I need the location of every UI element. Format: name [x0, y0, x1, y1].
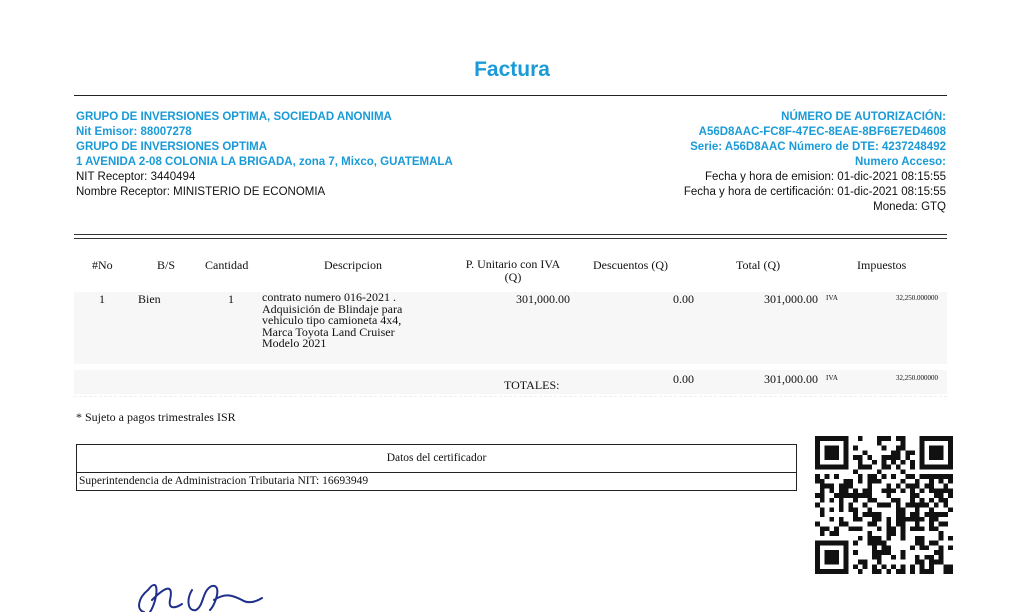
totals-impuesto-nombre: IVA	[826, 374, 839, 382]
col-header-descuentos: Descuentos (Q)	[593, 258, 668, 272]
moneda: Moneda: GTQ	[873, 201, 946, 213]
item-descripcion-line: Modelo 2021	[262, 336, 327, 350]
item-descripcion-line: vehiculo tipo camioneta 4x4,	[262, 313, 402, 327]
item-no: 1	[99, 292, 105, 306]
col-header-p-unitario	[455, 258, 571, 284]
col-header-p-unitario-line2: (Q)	[504, 270, 522, 284]
item-descripcion	[262, 292, 402, 350]
item-p-unitario: 301,000.00	[516, 292, 570, 306]
totals-impuesto-monto: 32,250.000000	[896, 374, 938, 382]
emisor-nit: Nit Emisor: 88007278	[76, 126, 192, 138]
emisor-company-name: GRUPO DE INVERSIONES OPTIMA, SOCIEDAD ANONIMA	[76, 111, 392, 123]
col-header-impuestos: Impuestos	[857, 258, 907, 272]
numero-acceso: Numero Acceso:	[855, 156, 946, 168]
table-header-row	[74, 258, 947, 292]
item-impuesto-nombre: IVA	[826, 294, 839, 302]
qr-code-icon	[815, 436, 953, 574]
autorizacion-code: A56D8AAC-FC8F-47EC-8EAE-8BF6E7ED4608	[698, 126, 946, 138]
item-total: 301,000.00	[764, 292, 818, 306]
item-descripcion-line: Adquisición de Blindaje para	[262, 301, 403, 316]
emisor-block	[76, 110, 453, 200]
invoice-title: Factura	[474, 58, 550, 81]
totals-descuentos: 0.00	[673, 372, 694, 386]
emisor-address: 1 AVENIDA 2-08 COLONIA LA BRIGADA, zona 7, Mixco, GUATEMALA	[76, 156, 453, 168]
item-descuentos: 0.00	[673, 292, 694, 306]
col-header-total: Total (Q)	[736, 258, 781, 272]
totals-label: TOTALES:	[504, 378, 560, 392]
isr-note: * Sujeto a pagos trimestrales ISR	[76, 410, 236, 424]
item-descripcion-line: contrato numero 016-2021 .	[262, 290, 396, 304]
col-header-p-unitario-line1: P. Unitario con IVA	[465, 257, 561, 271]
item-bs: Bien	[138, 292, 161, 306]
serie-dte: Serie: A56D8AAC Número de DTE: 4237248492	[690, 141, 946, 153]
totals-row	[74, 370, 947, 394]
col-header-bs: B/S	[157, 258, 176, 272]
autorizacion-label: NÚMERO DE AUTORIZACIÓN:	[781, 111, 946, 123]
signature-icon	[130, 560, 280, 612]
title-divider	[74, 95, 947, 96]
certificador-box	[76, 444, 797, 491]
items-table	[74, 258, 947, 394]
fecha-certificacion: Fecha y hora de certificación: 01-dic-2021 08:15:55	[683, 186, 946, 198]
scan-artifact-line	[74, 396, 947, 397]
certificador-header: Datos del certificador	[77, 445, 796, 473]
item-impuesto-monto: 32,250.000000	[896, 294, 938, 302]
col-header-cantidad: Cantidad	[205, 258, 249, 272]
receptor-name: Nombre Receptor: MINISTERIO DE ECONOMIA	[76, 186, 326, 198]
item-descripcion-line: Marca Toyota Land Cruiser	[262, 324, 395, 339]
certificador-body: Superintendencia de Administracion Tributaria NIT: 16693949	[79, 475, 369, 487]
col-header-descripcion: Descripcion	[324, 258, 382, 272]
col-header-no: #No	[92, 258, 113, 272]
header-divider	[74, 234, 947, 239]
fecha-emision: Fecha y hora de emision: 01-dic-2021 08:15:55	[704, 171, 946, 183]
totals-total: 301,000.00	[764, 372, 818, 386]
emisor-trade-name: GRUPO DE INVERSIONES OPTIMA	[76, 141, 268, 153]
table-row	[74, 292, 947, 364]
item-cantidad: 1	[228, 292, 234, 306]
receptor-nit: NIT Receptor: 3440494	[76, 171, 196, 183]
autorizacion-block	[684, 110, 946, 215]
